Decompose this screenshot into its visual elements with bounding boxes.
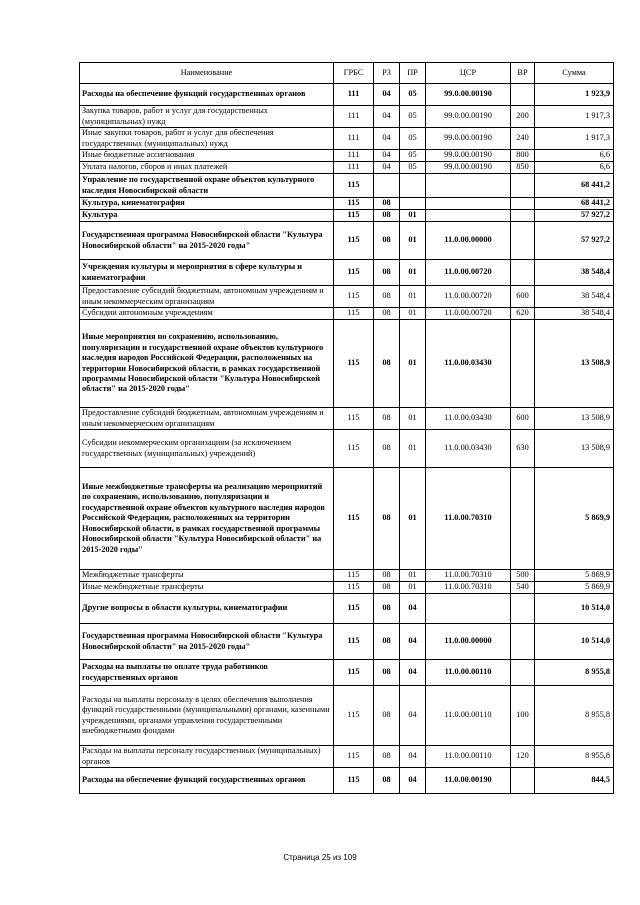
cell-grbs: 115: [334, 198, 374, 210]
cell-csr: [426, 210, 511, 222]
cell-name: Расходы на выплаты персоналу в целях обеспечения выполнения функций государственными (муниципальными) органами, казенными учреждениями, органами управления государственными внебюджетными фондами: [80, 686, 334, 746]
cell-grbs: 111: [334, 128, 374, 150]
cell-csr: 11.0.00.00720: [426, 260, 511, 286]
cell-pr: 01: [400, 260, 426, 286]
cell-name: Уплата налогов, сборов и иных платежей: [80, 162, 334, 174]
cell-sum: 10 514,0: [535, 594, 614, 624]
cell-grbs: 115: [334, 430, 374, 468]
cell-vr: 540: [511, 582, 535, 594]
cell-rz: 08: [374, 768, 400, 794]
cell-vr: 500: [511, 570, 535, 582]
cell-vr: [511, 222, 535, 260]
cell-csr: 99.0.00.00190: [426, 162, 511, 174]
cell-grbs: 115: [334, 686, 374, 746]
cell-sum: 68 441,2: [535, 174, 614, 198]
cell-name: Закупка товаров, работ и услуг для государственных (муниципальных) нужд: [80, 106, 334, 128]
cell-pr: 04: [400, 746, 426, 768]
cell-name: Межбюджетные трансферты: [80, 570, 334, 582]
cell-vr: 100: [511, 686, 535, 746]
cell-sum: 6,6: [535, 162, 614, 174]
cell-pr: 01: [400, 430, 426, 468]
cell-grbs: 115: [334, 768, 374, 794]
cell-csr: 11.0.00.00110: [426, 660, 511, 686]
cell-csr: 11.0.00.00000: [426, 222, 511, 260]
cell-vr: [511, 468, 535, 570]
cell-vr: [511, 174, 535, 198]
cell-csr: 11.0.00.70310: [426, 570, 511, 582]
header-pr: ПР: [400, 63, 426, 84]
cell-rz: 08: [374, 320, 400, 408]
cell-sum: 1 917,3: [535, 128, 614, 150]
cell-grbs: 115: [334, 408, 374, 430]
cell-pr: 04: [400, 686, 426, 746]
cell-name: Иные бюджетные ассигнования: [80, 150, 334, 162]
cell-vr: [511, 210, 535, 222]
table-row: [80, 128, 614, 150]
cell-pr: [400, 174, 426, 198]
cell-rz: 04: [374, 106, 400, 128]
cell-sum: 8 955,8: [535, 746, 614, 768]
cell-csr: [426, 594, 511, 624]
cell-vr: 600: [511, 286, 535, 308]
cell-grbs: 115: [334, 174, 374, 198]
cell-rz: 08: [374, 594, 400, 624]
cell-grbs: 115: [334, 222, 374, 260]
cell-sum: 1 917,3: [535, 106, 614, 128]
cell-csr: 99.0.00.00190: [426, 128, 511, 150]
table-row: [80, 408, 614, 430]
cell-vr: 620: [511, 308, 535, 320]
table-row: [80, 198, 614, 210]
cell-csr: 11.0.00.00720: [426, 308, 511, 320]
page-number: Страница 25 из 109: [283, 853, 357, 862]
cell-rz: 08: [374, 430, 400, 468]
cell-grbs: 115: [334, 594, 374, 624]
cell-grbs: 115: [334, 582, 374, 594]
cell-name: Расходы на обеспечение функций государственных органов: [80, 768, 334, 794]
cell-rz: 08: [374, 222, 400, 260]
cell-sum: 844,5: [535, 768, 614, 794]
cell-name: Культура: [80, 210, 334, 222]
table-header-row: [80, 63, 614, 84]
cell-csr: 11.0.00.03430: [426, 430, 511, 468]
cell-vr: 850: [511, 162, 535, 174]
cell-name: Расходы на обеспечение функций государственных органов: [80, 84, 334, 106]
cell-pr: 01: [400, 308, 426, 320]
cell-pr: 05: [400, 106, 426, 128]
table-row: [80, 150, 614, 162]
cell-csr: 99.0.00.00190: [426, 84, 511, 106]
cell-pr: 04: [400, 594, 426, 624]
table-row: [80, 686, 614, 746]
cell-csr: 11.0.00.00110: [426, 686, 511, 746]
cell-rz: 04: [374, 162, 400, 174]
cell-pr: 04: [400, 624, 426, 660]
table-row: [80, 286, 614, 308]
cell-csr: 11.0.00.00110: [426, 746, 511, 768]
cell-pr: [400, 198, 426, 210]
cell-grbs: 115: [334, 624, 374, 660]
cell-name: Иные межбюджетные трансферты на реализацию мероприятий по сохранению, использованию, популяризации и государственной охране объектов культурного наследия народов Российской Федерации, расположенных на территории Новосибирской области, в рамках государственной программы Новосибирской области "Культура Новосибирской области" на 2015-2020 годы": [80, 468, 334, 570]
budget-table: [79, 62, 614, 794]
cell-name: Расходы на выплаты персоналу государственных (муниципальных) органов: [80, 746, 334, 768]
cell-sum: 8 955,8: [535, 660, 614, 686]
cell-pr: 01: [400, 570, 426, 582]
table-row: [80, 174, 614, 198]
cell-vr: [511, 84, 535, 106]
cell-sum: 5 869,9: [535, 468, 614, 570]
cell-rz: 08: [374, 686, 400, 746]
cell-sum: 13 508,9: [535, 430, 614, 468]
cell-grbs: 115: [334, 210, 374, 222]
cell-pr: 05: [400, 150, 426, 162]
cell-sum: 38 548,4: [535, 286, 614, 308]
table-row: [80, 162, 614, 174]
table-row: [80, 320, 614, 408]
cell-sum: 6,6: [535, 150, 614, 162]
cell-csr: 11.0.00.70310: [426, 468, 511, 570]
cell-sum: 38 548,4: [535, 308, 614, 320]
cell-grbs: 115: [334, 570, 374, 582]
cell-pr: 01: [400, 210, 426, 222]
cell-name: Иные закупки товаров, работ и услуг для обеспечения государственных (муниципальных) нужд: [80, 128, 334, 150]
cell-sum: 13 508,9: [535, 320, 614, 408]
cell-grbs: 111: [334, 162, 374, 174]
cell-csr: [426, 174, 511, 198]
table-row: [80, 308, 614, 320]
cell-vr: [511, 624, 535, 660]
cell-rz: 08: [374, 582, 400, 594]
cell-rz: 08: [374, 468, 400, 570]
table-row: [80, 746, 614, 768]
header-csr: ЦСР: [426, 63, 511, 84]
cell-vr: 200: [511, 106, 535, 128]
table-row: [80, 106, 614, 128]
header-name: Наименование: [80, 63, 334, 84]
cell-pr: 05: [400, 128, 426, 150]
cell-vr: [511, 320, 535, 408]
cell-sum: 68 441,2: [535, 198, 614, 210]
cell-name: Другие вопросы в области культуры, кинематографии: [80, 594, 334, 624]
cell-pr: 01: [400, 320, 426, 408]
table-row: [80, 468, 614, 570]
cell-pr: 05: [400, 162, 426, 174]
cell-grbs: 115: [334, 660, 374, 686]
cell-csr: 99.0.00.00190: [426, 150, 511, 162]
table-row: [80, 582, 614, 594]
cell-vr: [511, 260, 535, 286]
cell-pr: 01: [400, 582, 426, 594]
cell-sum: 57 927,2: [535, 222, 614, 260]
cell-grbs: 111: [334, 84, 374, 106]
cell-sum: 57 927,2: [535, 210, 614, 222]
table-body: [80, 84, 614, 794]
cell-vr: 630: [511, 430, 535, 468]
table-row: [80, 210, 614, 222]
cell-rz: 08: [374, 660, 400, 686]
cell-name: Иные мероприятия по сохранению, использованию, популяризации и государственной охране объектов культурного наследия народов Российской Федерации, расположенных на территории Новосибирской области, в рамках государственной программы Новосибирской области "Культура Новосибирской области" на 2015-2020 годы": [80, 320, 334, 408]
header-grbs: ГРБС: [334, 63, 374, 84]
cell-sum: 38 548,4: [535, 260, 614, 286]
cell-rz: 08: [374, 308, 400, 320]
cell-vr: [511, 198, 535, 210]
cell-name: Предоставление субсидий бюджетным, автономным учреждениям и иным некоммерческим организациям: [80, 286, 334, 308]
cell-rz: [374, 174, 400, 198]
header-sum: Сумма: [535, 63, 614, 84]
cell-name: Расходы на выплаты по оплате труда работников государственных органов: [80, 660, 334, 686]
cell-sum: 10 514,0: [535, 624, 614, 660]
cell-pr: 01: [400, 408, 426, 430]
cell-pr: 04: [400, 768, 426, 794]
cell-rz: 08: [374, 210, 400, 222]
cell-vr: [511, 660, 535, 686]
cell-name: Учреждения культуры и мероприятия в сфере культуры и кинематографии: [80, 260, 334, 286]
cell-rz: 08: [374, 570, 400, 582]
cell-rz: 08: [374, 198, 400, 210]
cell-pr: 01: [400, 222, 426, 260]
cell-sum: 8 955,8: [535, 686, 614, 746]
table-row: [80, 570, 614, 582]
cell-name: Управление по государственной охране объектов культурного наследия Новосибирской области: [80, 174, 334, 198]
cell-grbs: 115: [334, 308, 374, 320]
table-row: [80, 430, 614, 468]
cell-rz: 08: [374, 286, 400, 308]
cell-sum: 5 869,9: [535, 570, 614, 582]
cell-vr: [511, 594, 535, 624]
cell-vr: 120: [511, 746, 535, 768]
cell-rz: 08: [374, 260, 400, 286]
cell-vr: 600: [511, 408, 535, 430]
cell-csr: 11.0.00.70310: [426, 582, 511, 594]
cell-vr: [511, 768, 535, 794]
cell-csr: 11.0.00.00720: [426, 286, 511, 308]
cell-rz: 08: [374, 624, 400, 660]
table-row: [80, 84, 614, 106]
cell-sum: 13 508,9: [535, 408, 614, 430]
header-vr: ВР: [511, 63, 535, 84]
header-rz: РЗ: [374, 63, 400, 84]
cell-name: Государственная программа Новосибирской области "Культура Новосибирской области" на 2015-2020 годы": [80, 624, 334, 660]
table-row: [80, 660, 614, 686]
cell-grbs: 115: [334, 286, 374, 308]
cell-grbs: 111: [334, 150, 374, 162]
cell-name: Иные межбюджетные трансферты: [80, 582, 334, 594]
cell-name: Субсидии некоммерческим организациям (за исключением государственных (муниципальных) учреждений): [80, 430, 334, 468]
cell-grbs: 115: [334, 746, 374, 768]
cell-name: Культура, кинематография: [80, 198, 334, 210]
cell-pr: 04: [400, 660, 426, 686]
cell-name: Субсидии автономным учреждениям: [80, 308, 334, 320]
cell-csr: [426, 198, 511, 210]
cell-csr: 99.0.00.00190: [426, 106, 511, 128]
table-row: [80, 624, 614, 660]
cell-grbs: 111: [334, 106, 374, 128]
cell-vr: 240: [511, 128, 535, 150]
cell-rz: 04: [374, 84, 400, 106]
cell-pr: 01: [400, 286, 426, 308]
table-row: [80, 222, 614, 260]
cell-grbs: 115: [334, 320, 374, 408]
cell-pr: 01: [400, 468, 426, 570]
cell-csr: 11.0.00.03430: [426, 408, 511, 430]
cell-grbs: 115: [334, 468, 374, 570]
cell-csr: 11.0.00.00190: [426, 768, 511, 794]
cell-rz: 04: [374, 150, 400, 162]
table-row: [80, 594, 614, 624]
table-row: [80, 260, 614, 286]
table-row: [80, 768, 614, 794]
cell-pr: 05: [400, 84, 426, 106]
cell-vr: 800: [511, 150, 535, 162]
cell-rz: 08: [374, 408, 400, 430]
cell-csr: 11.0.00.03430: [426, 320, 511, 408]
cell-rz: 04: [374, 128, 400, 150]
cell-sum: 5 869,9: [535, 582, 614, 594]
cell-sum: 1 923,9: [535, 84, 614, 106]
cell-csr: 11.0.00.00000: [426, 624, 511, 660]
cell-rz: 08: [374, 746, 400, 768]
cell-grbs: 115: [334, 260, 374, 286]
cell-name: Предоставление субсидий бюджетным, автономным учреждениям и иным некоммерческим организациям: [80, 408, 334, 430]
cell-name: Государственная программа Новосибирской области "Культура Новосибирской области" на 2015-2020 годы": [80, 222, 334, 260]
